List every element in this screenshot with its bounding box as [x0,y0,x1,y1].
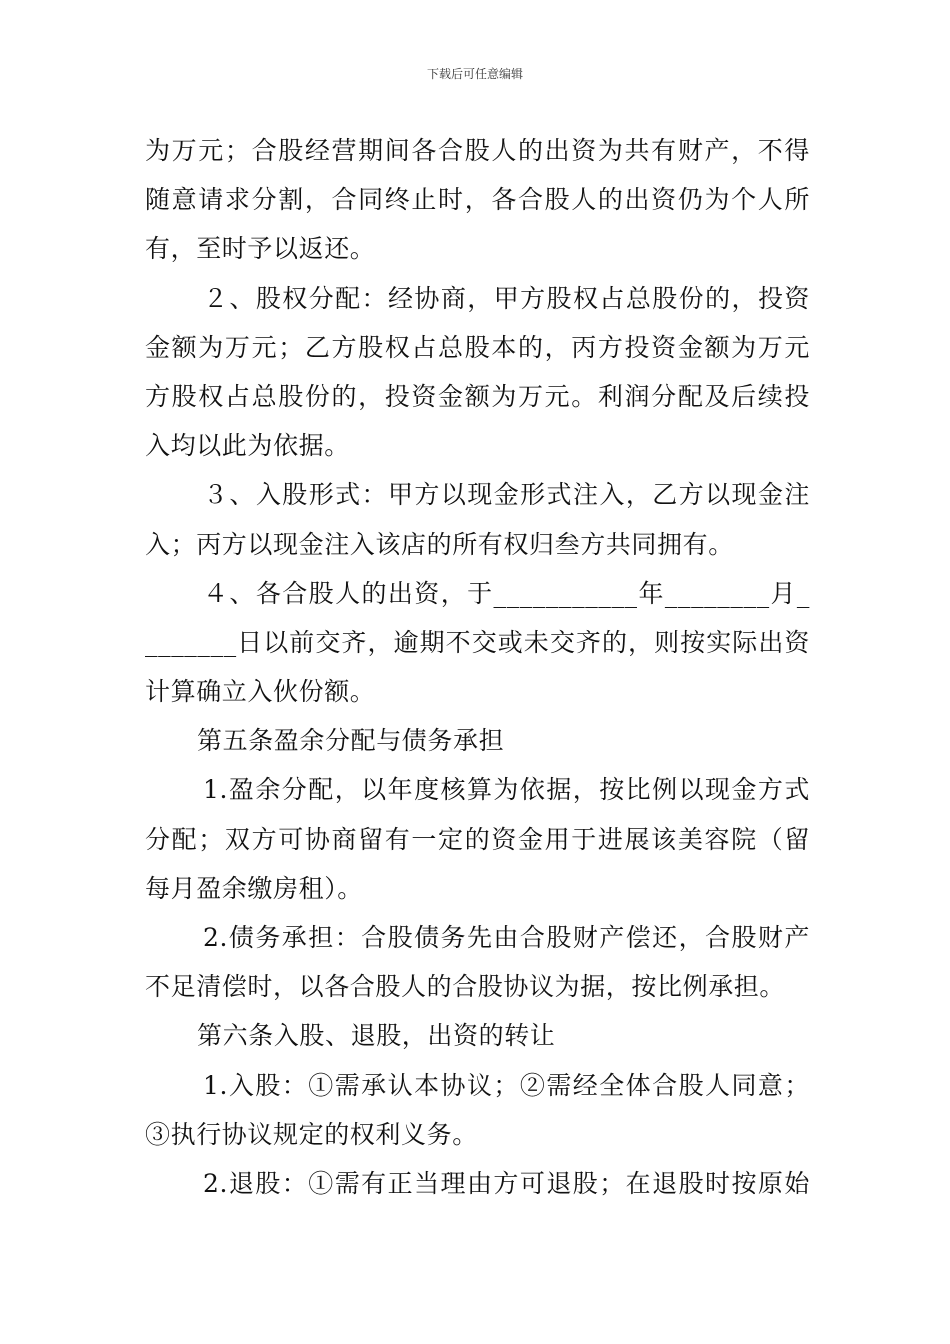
text-line: ２、股权分配：经协商，甲方股权占总股份的，投资 [203,283,810,313]
section-heading: 第五条盈余分配与债务承担 [197,726,505,756]
text-line: 金额为万元；乙方股权占总股本的，丙方投资金额为万元 [145,332,810,362]
text-line: ③执行协议规定的权利义务。 [145,1119,478,1149]
text-line: 分配；双方可协商留有一定的资金用于进展该美容院（留 [145,824,810,854]
text-line: 不足清偿时，以各合股人的合股协议为据，按比例承担。 [145,972,786,1002]
text-line: 方股权占总股份的，投资金额为万元。利润分配及后续投 [145,381,810,411]
text-line: 2.债务承担：合股债务先由合股财产偿还，合股财产 [203,923,810,952]
text-line: 入均以此为依据。 [145,431,350,461]
text-line: ４、各合股人的出资，于___________年________月_ [203,578,810,608]
document-body [145,126,810,1208]
page-header: 下载后可任意编辑 [426,67,523,81]
text-line: 入；丙方以现金注入该店的所有权归叁方共同拥有。 [145,529,734,559]
text-line: 随意请求分割，合同终止时，各合股人的出资仍为个人所 [145,185,810,215]
text-line: 1.盈余分配，以年度核算为依据，按比例以现金方式 [203,775,810,805]
text-line: 为万元；合股经营期间各合股人的出资为共有财产，不得 [145,136,810,165]
text-line: 2.退股：①需有正当理由方可退股；在退股时按原始 [203,1168,810,1198]
text-line: 1.入股：①需承认本协议；②需经全体合股人同意； [203,1070,810,1100]
text-line: 每月盈余缴房租）。 [145,873,363,903]
text-line: ３、入股形式：甲方以现金形式注入，乙方以现金注 [203,480,810,510]
text-line: 计算确立入伙份额。 [145,677,376,707]
text-line: _______日以前交齐，逾期不交或未交齐的，则按实际出资 [145,627,810,657]
text-line: 有，至时予以返还。 [145,234,376,264]
section-heading: 第六条入股、退股，出资的转让 [197,1021,556,1051]
